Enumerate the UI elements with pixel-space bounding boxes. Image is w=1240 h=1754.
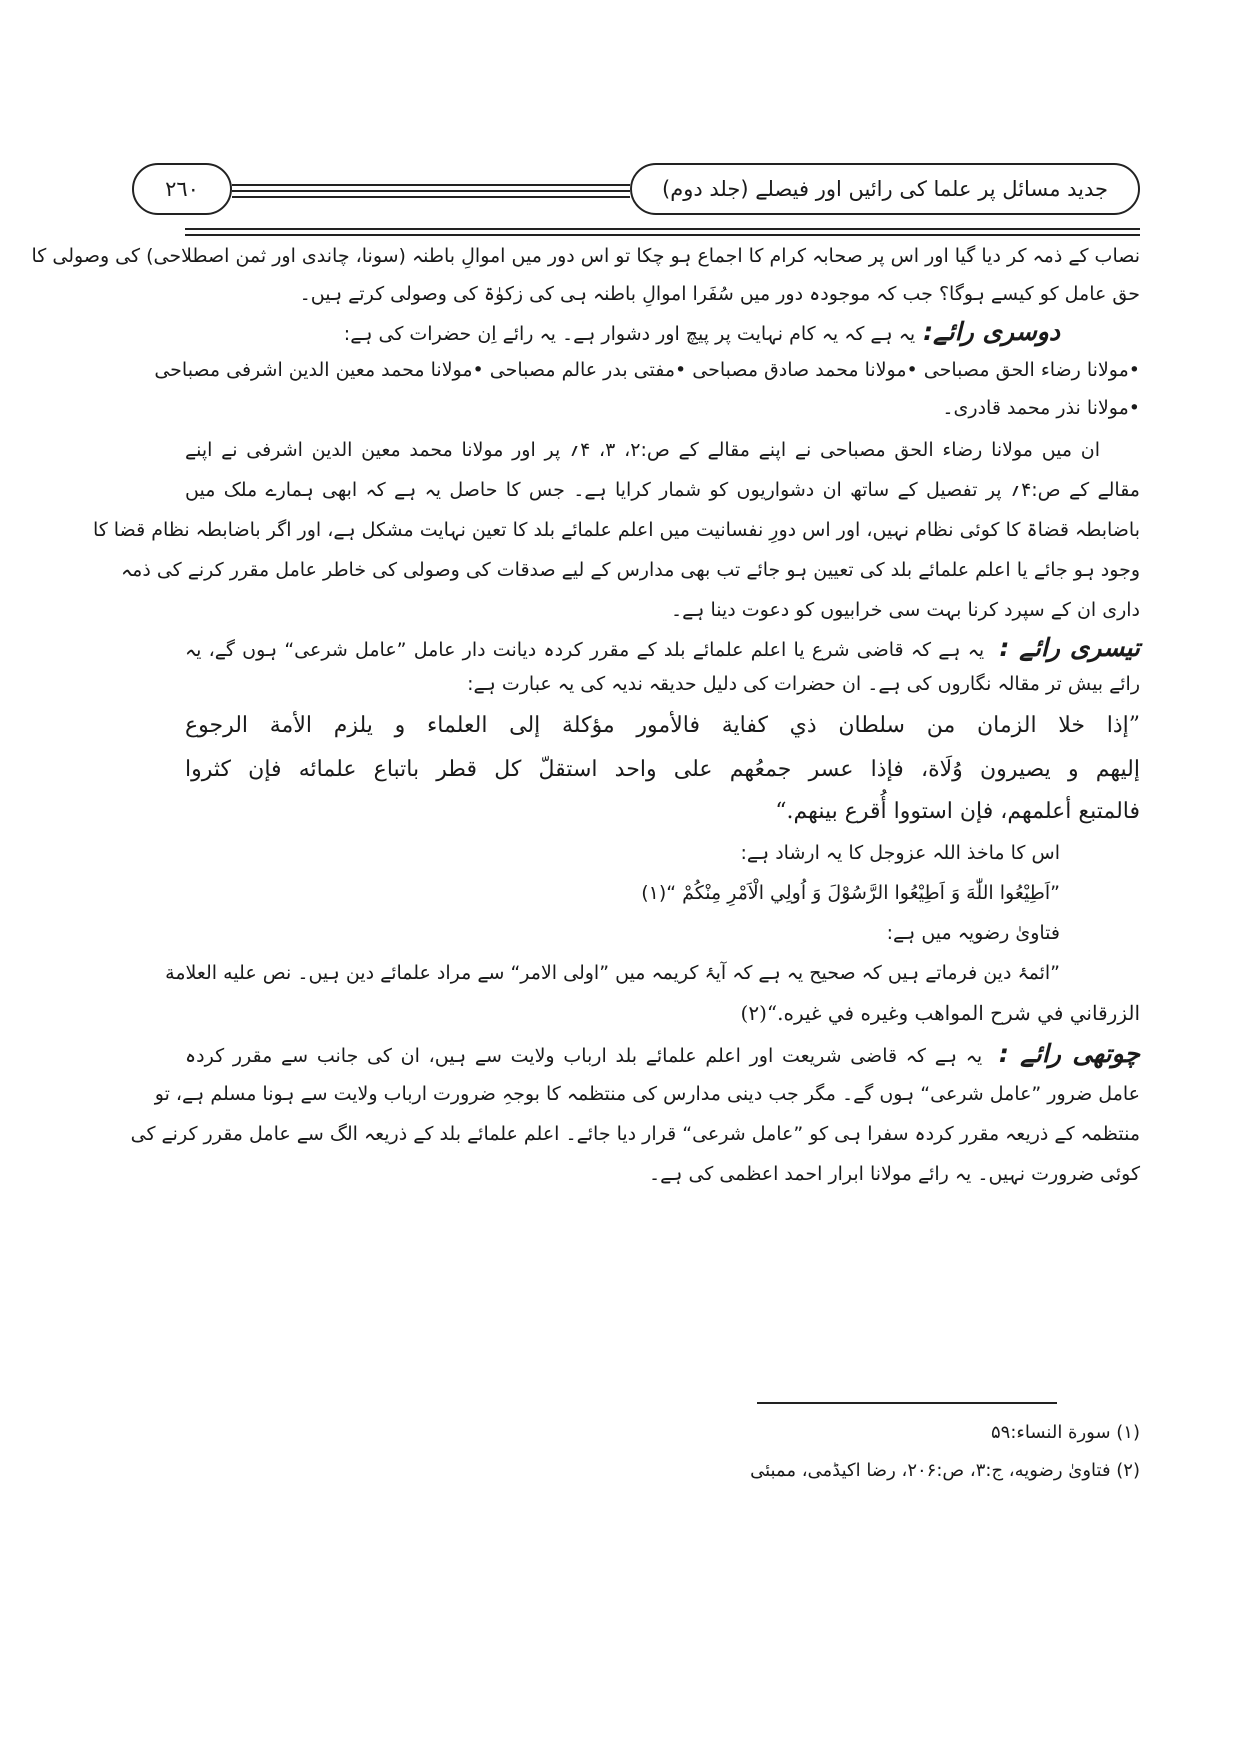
footnote-2: (۲) فتاویٰ رضویه، ج:۳، ص:۲۰۶، رضا اکیڈمی، ممبئی bbox=[750, 1460, 1140, 1481]
book-title: جدید مسائل پر علما کی رائیں اور فیصلے (جلد دوم) bbox=[662, 177, 1108, 201]
body-line: باضابطہ قضاۃ کا کوئی نظام نہیں، اور اس دورِ نفسانیت میں اعلم علمائے بلد کا تعین نہایت مشکل ہے، اور اگر باضابطہ نظام قضا کا bbox=[92, 519, 1140, 541]
body-text: یہ ہے کہ قاضی شریعت اور اعلم علمائے بلد ارباب ولایت سے ہیں، ان کی جانب سے مقرر کردہ bbox=[185, 1045, 983, 1067]
heading-third-opinion: تیسری رائے : bbox=[999, 633, 1140, 662]
body-line: •مولانا رضاء الحق مصباحی •مولانا محمد صادق مصباحی •مفتی بدر عالم مصباحی •مولانا محمد معین الدین اشرفی مصباحی bbox=[154, 359, 1140, 381]
body-line: •مولانا نذر محمد قادری۔ bbox=[942, 397, 1140, 419]
body-line: نصاب کے ذمہ کر دیا گیا اور اس پر صحابہ کرام کا اجماع ہو چکا تو اس دور میں اموالِ باطنہ (سونا، چاندی اور ثمن اصطلاحی) کی وصولی کا bbox=[31, 245, 1140, 267]
section-fourth-opinion bbox=[185, 1036, 1140, 1074]
header-rule bbox=[185, 234, 1140, 236]
heading-second-opinion: دوسری رائے: bbox=[923, 317, 1060, 346]
footnote-1: (۱) سورة النساء:۵۹ bbox=[990, 1422, 1140, 1443]
page-number: ٢٦٠ bbox=[165, 177, 199, 201]
body-line: فتاویٰ رضویہ میں ہے: bbox=[886, 922, 1060, 944]
heading-fourth-opinion: چوتھی رائے : bbox=[998, 1039, 1141, 1068]
body-line: عامل ضرور ”عامل شرعی“ ہوں گے۔ مگر جب دینی مدارس کی منتظمہ کا بوجہِ ضرورت ارباب ولایت سے ہونا مسلم ہے، تو bbox=[154, 1083, 1140, 1105]
section-third-opinion bbox=[185, 630, 1140, 668]
body-line: مقالے کے ص:۴؍ پر تفصیل کے ساتھ ان دشواریوں کو شمار کرایا ہے۔ جس کا حاصل یہ ہے کہ ابھی ہمارے ملک میں bbox=[185, 479, 1140, 501]
body-line: منتظمہ کے ذریعہ مقرر کردہ سفرا ہی کو ”عامل شرعی“ قرار دیا جائے۔ اعلم علمائے بلد کے ذریعہ الگ سے عامل مقرر کرنے کی bbox=[130, 1123, 1140, 1145]
header-rule bbox=[185, 228, 1140, 230]
footnote-separator bbox=[757, 1402, 1057, 1404]
body-line: حق عامل کو کیسے ہوگا؟ جب کہ موجودہ دور میں سُفَرا اموالِ باطنہ ہی کی زکوٰۃ کی وصولی کرتے ہیں۔ bbox=[299, 283, 1140, 305]
section-second-opinion bbox=[185, 314, 1140, 352]
body-line: الزرقاني في شرح المواهب وغيره في غيره.“(۲) bbox=[740, 1001, 1140, 1025]
body-line: اس کا ماخذ اللہ عزوجل کا یہ ارشاد ہے: bbox=[740, 842, 1060, 864]
header-line bbox=[232, 196, 630, 198]
body-line: ان میں مولانا رضاء الحق مصباحی نے اپنے مقالے کے ص:۲، ۳، ۴؍ پر اور مولانا محمد معین الدین اشرفی نے اپنے bbox=[185, 439, 1101, 461]
book-title-box bbox=[630, 163, 1140, 215]
header-line bbox=[232, 184, 630, 186]
body-line: کوئی ضرورت نہیں۔ یہ رائے مولانا ابرار احمد اعظمی کی ہے۔ bbox=[649, 1163, 1140, 1185]
arabic-quote-line: فالمتبع أعلمهم، فإن استووا أُقرع بينهم.“ bbox=[775, 799, 1140, 824]
arabic-quote-line: ”إذا خلا الزمان من سلطان ذي كفاية فالأمور مؤكلة إلى العلماء و يلزم الأمة الرجوع bbox=[185, 713, 1140, 738]
page-number-box bbox=[132, 163, 232, 215]
arabic-quote-line: إليهم و يصيرون وُلَاة، فإذا عسر جمعُهم على واحد استقلّ كل قطر باتباع علمائه فإن كثروا bbox=[185, 757, 1140, 782]
body-line: وجود ہو جائے یا اعلم علمائے بلد کی تعیین ہو جائے تب بھی مدارس کے لیے صدقات کی وصولی کی خاطر عامل مقرر کرنے کی ذمہ bbox=[121, 559, 1140, 581]
body-line: داری ان کے سپرد کرنا بہت سی خرابیوں کو دعوت دینا ہے۔ bbox=[671, 599, 1140, 621]
quran-verse: ”اَطِيْعُوا اللّٰهَ وَ اَطِيْعُوا الرَّسُوْلَ وَ اُولِي الْاَمْرِ مِنْكُمْ “(۱) bbox=[641, 882, 1060, 904]
body-line: ”ائمۂ دین فرماتے ہیں کہ صحیح یہ ہے کہ آیۂ کریمہ میں ”اولی الامر“ سے مراد علمائے دین ہیں۔ نص عليه العلامة bbox=[165, 962, 1060, 984]
header-line bbox=[232, 190, 630, 192]
body-line: رائے بیش تر مقالہ نگاروں کی ہے۔ ان حضرات کی دلیل حدیقہ ندیہ کی یہ عبارت ہے: bbox=[467, 673, 1140, 695]
body-text: یہ ہے کہ یہ کام نہایت پر پیچ اور دشوار ہے۔ یہ رائے اِن حضرات کی ہے: bbox=[343, 323, 916, 345]
body-text: یہ ہے کہ قاضی شرع یا اعلم علمائے بلد کے مقرر کردہ دیانت دار عامل ”عامل شرعی“ ہوں گے، یہ bbox=[185, 639, 985, 661]
